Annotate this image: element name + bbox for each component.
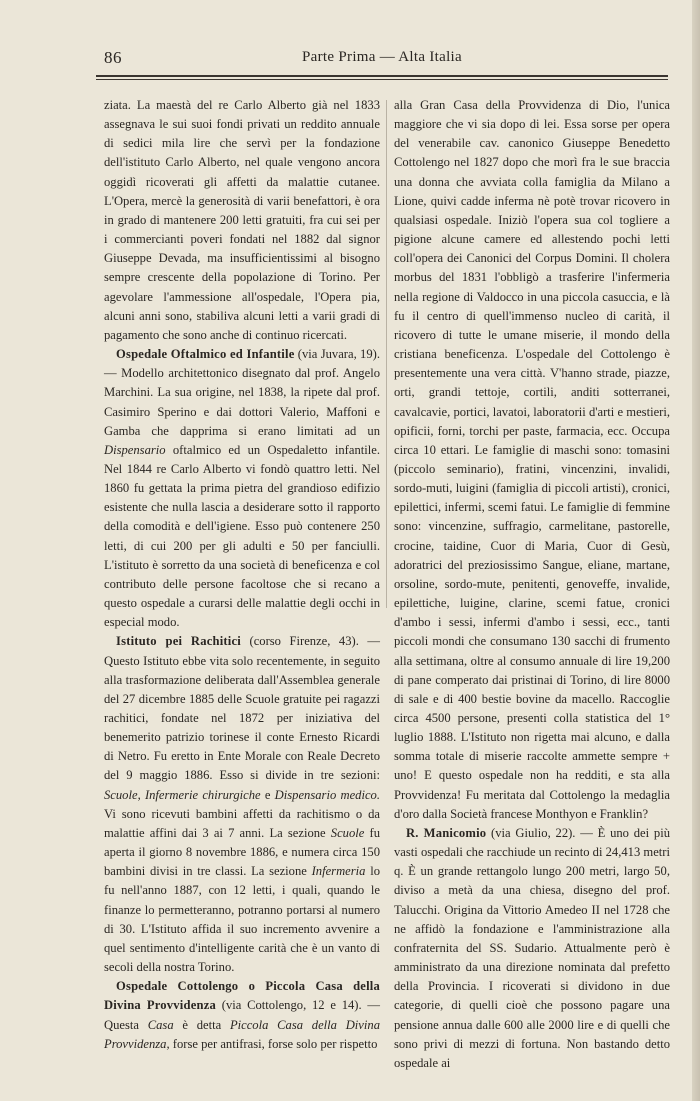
- entry-emphasis: Infermeria: [311, 864, 366, 879]
- entry-emphasis: Dispensario medico.: [274, 787, 380, 802]
- entry-text: lo fu nell'anno 1887, con 12 letti, i quali, quando le finanze lo permetteranno, potranno portarsi al numero di 30. L'Istituto affida il suo incremento avvenire a quel sentimento d'intelligente carità che è un vanto di secoli della nostra Torino.: [104, 864, 380, 975]
- entry-heading: Ospedale Cottolengo o Piccola Casa della Divina Provvidenza: [104, 979, 380, 1013]
- entry-text: Vi sono ricevuti bambini affetti da rachitismo o da malattie affini dai 3 ai 7 anni. La sezione: [104, 806, 380, 840]
- paragraph-ospedale-cottolengo: [104, 977, 380, 1054]
- entry-text: (via Juvara, 19). — Modello architettonico disegnato dal prof. Angelo Marchini. La sua origine, nel 1838, la ripete dal prof. Casimiro Sperino e dai dottori Valerio, Maffoni e Gamba che dapprima si erano limitati ad un: [104, 347, 380, 438]
- right-column: [394, 96, 670, 1073]
- paragraph-carlo-alberto: ziata. La maestà del re Carlo Alberto già nel 1833 assegnava le sui suoi fondi privati un reddito annuale di sedici mila lire che servì per la fondazione dell'istituto Carlo Alberto, nel quale vengono ancora oggidì ricoverati gli affetti da malattie cutanee. L'Opera, mercè la generosità di varii benefattori, è ora in grado di mantenere 200 letti gratuiti, fra cui sei per i commercianti poveri fondati nel 1882 dal signor Giuseppe Devada, ma insufficientissimi al bisogno sempre crescente della popolazione di Torino. Per agevolare l'ammessione all'ospedale, l'Opera pia, alcuni anni sono, stabiliva alcuni letti a varii gradi di pagamento che sono anche di continuo ricercati.: [104, 98, 380, 342]
- header-rule-thin: [96, 79, 668, 80]
- paragraph-istituto-rachitici: [104, 632, 380, 977]
- entry-text: (via Cottolengo, 12 e 14). — Questa: [104, 998, 380, 1032]
- entry-text: (via Giulio, 22). — È uno dei più vasti ospedali che racchiude un recinto di 24,413 metri q. È un grande rettangolo lungo 200 metri, largo 50, diviso a metà da una chiesa, disegno del prof. Talucchi. Origina da Vittorio Amedeo II nel 1728 che ne affidò la fondazione e l'amministrazione alla confraternita del SS. Sudario. Attualmente però è amministrato da una direzione nominata dal prefetto della Provincia. I ricoverati si dividono in due categorie, di quelli cioè che possono pagare una pensione annua dalle 600 alle 2000 lire e di quelli che sono privi di mezzi di fortuna. Non bastando detto ospedale ai: [394, 825, 670, 1070]
- page-edge: [692, 0, 700, 1101]
- paragraph-ospedale-oftalmico: [104, 345, 380, 632]
- entry-emphasis: Casa: [147, 1017, 174, 1032]
- entry-heading: Istituto pei Rachitici: [116, 634, 241, 649]
- entry-text: fu aperta il giorno 8 novembre 1886, e numera circa 150 bambini divisi in tre classi. La sezione: [104, 825, 381, 879]
- entry-text: forse per antifrasi, forse solo per rispetto: [169, 1036, 378, 1051]
- entry-emphasis: Dispensario: [104, 442, 166, 457]
- entry-emphasis: Piccola Casa della Divina Provvidenza,: [104, 1017, 380, 1051]
- entry-text: (corso Firenze, 43). — Questo Istituto ebbe vita solo recentemente, in seguito alla trasformazione deliberata dall'Assemblea generale del 27 dicembre 1885 delle Scuole gratuite pei ragazzi rachitici, fondate nel 1872 per iniziativa del benemerito patrizio torinese il conte Ernesto Ricardi di Netro. Fu eretto in Ente Morale con Reale Decreto del 9 maggio 1886. Esso si divide in tre sezioni:: [104, 634, 380, 783]
- running-title: Parte Prima — Alta Italia: [302, 49, 462, 65]
- entry-text: oftalmico ed un Ospedaletto infantile. Nel 1844 re Carlo Alberto vi fondò quattro letti. Nel 1860 fu gettata la prima pietra del grandioso edifizio esistente che nulla lascia a desiderare sotto il rapporto della comodità e dell'igiene. Esso può contenere 250 letti, di cui 200 per gli adulti e 50 per fanciulli. L'istituto è sorretto da una società di beneficenza e col contributo delle persone facoltose che si recano a questo ospedale a curarsi delle malattie degli occhi in especial modo.: [104, 442, 380, 630]
- column-divider: [386, 100, 387, 608]
- header-rule: [96, 75, 668, 77]
- entry-emphasis: Scuole, Infermerie chirurgiche: [104, 787, 261, 802]
- entry-heading: Ospedale Oftalmico ed Infantile: [116, 347, 295, 362]
- entry-text: è detta: [173, 1017, 230, 1032]
- page-number: 86: [104, 48, 122, 67]
- entry-emphasis: Scuole: [330, 825, 365, 840]
- entry-text: e: [260, 787, 275, 802]
- paragraph-manicomio: [394, 824, 670, 1073]
- left-column: [104, 96, 380, 1054]
- entry-heading: R. Manicomio: [406, 825, 487, 840]
- page-header: [96, 46, 668, 72]
- paragraph-cottolengo-continued: alla Gran Casa della Provvidenza di Dio, l'unica maggiore che vi sia dopo di lei. Essa sorse per opera del venerabile cav. canonico Giuseppe Benedetto Cottolengo nel 1827 dopo che morì fra le sue braccia una donna che avviata colla famiglia da Milano a Lione, quivi cadde inferma nè potè trovar ricovero in qualsiasi ospedale. Iniziò l'opera sua col togliere a pigione alcune camere ed allestendo pochi letti coll'opera dei Canonici del Corpus Domini. Il cholera morbus del 1831 l'obbligò a trasferire l'infermeria nella regione di Valdocco in una piccola casuccia, e là fu il centro di quell'immenso nucleo di carità, il ricovero di tutte le umane miserie, il mondo della cristiana beneficenza. L'ospedale del Cottolengo è presentemente una vera città. V'hanno strade, piazze, orti, grandi tettoje, cortili, anditi sotterranei, cavalcavie, portici, lavatoi, laboratorii d'arti e mestieri, opificii, forni, torchi per paste, farmacia, ecc. Occupa circa 10 ettari. Le famiglie di maschi sono: tomasini (piccolo seminario), fratini, vincenzini, invalidi, sordo-muti, luigini (famiglia di piccoli artisti), cronici, epilettici, infermi, scemi fatui. Le famiglie di femmine sono: vincenzine, suffragio, carmelitane, pastorelle, crocine, taidine, Cuor di Maria, Cuor di Gesù, adoratrici del preziosissimo Sangue, eliane, martane, orsoline, sordo-mute, penitenti, genoveffe, invalide, epilettiche, luigine, clarine, scemi fatue, cronici d'ambo i sessi, infermi d'ambo i sessi, ecc., tanti piccoli mondi che consumano 130 sacchi di frumento alla settimana, oltre al consumo annuale di lire 19,200 di pane comperato dai pristinai di Torino, di lire 8000 di sale e di 400 bestie bovine da macello. Raccoglie circa 4500 persone, presenti colla statistica del 1° luglio 1888. L'Istituto non rigetta mai alcuno, e dalla somma totale di miserie raccolte ammette sempre + uno! E questo ospedale non ha redditi, e sta alla Provvidenza! Fu meritata dal Cottolengo la medaglia d'oro dalla Società francese Monthyon e Franklin?: [394, 98, 670, 821]
